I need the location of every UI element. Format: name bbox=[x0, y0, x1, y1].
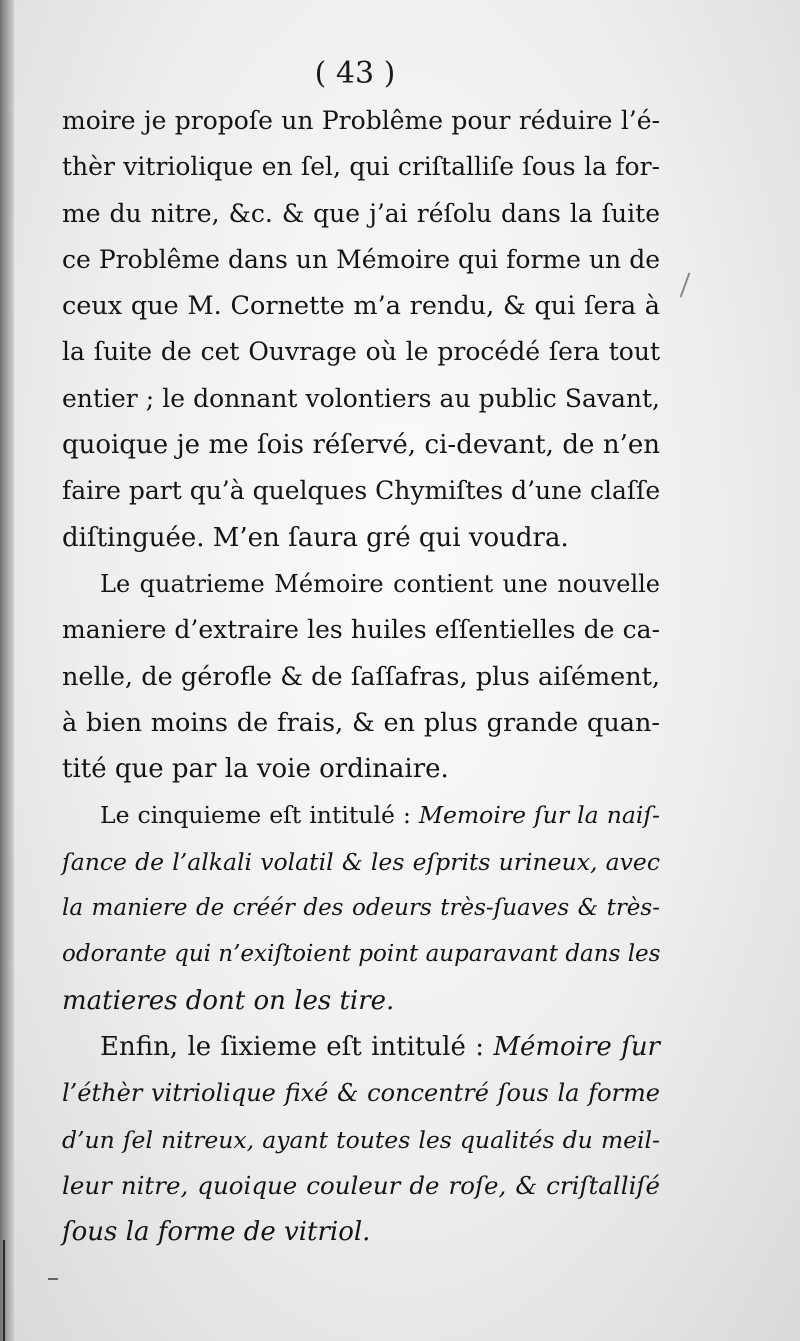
page-spine-shadow bbox=[0, 0, 14, 1341]
text-line bbox=[62, 931, 660, 977]
text-segment: thèr vitriolique en ſel, qui criſtalliſe ſous la for- bbox=[62, 152, 660, 182]
text-segment: la ſuite de cet Ouvrage où le procédé ſera tout bbox=[62, 337, 660, 367]
text-line bbox=[62, 329, 660, 375]
text-segment: faire part qu’à quelques Chymiſtes d’une claſſe bbox=[62, 476, 661, 506]
text-line bbox=[62, 654, 660, 700]
text-line bbox=[62, 1024, 660, 1070]
text-line bbox=[62, 1163, 660, 1209]
text-segment: ceux que M. Cornette m’a rendu, & qui ſera à bbox=[62, 291, 660, 322]
body-text bbox=[62, 98, 660, 1255]
stray-mark bbox=[680, 272, 691, 297]
text-line bbox=[62, 839, 660, 885]
text-line bbox=[62, 376, 660, 422]
text-line bbox=[62, 885, 660, 931]
text-line bbox=[62, 1070, 660, 1116]
italic-text-segment: ſous la forme de vitriol. bbox=[62, 1217, 371, 1248]
italic-text-segment: d’un ſel nitreux, ayant toutes les qualités du meil- bbox=[62, 1125, 660, 1154]
text-line bbox=[62, 1117, 660, 1163]
text-segment: tité que par la voie ordinaire. bbox=[62, 754, 449, 785]
text-segment: moire je propoſe un Problême pour réduire l’é- bbox=[62, 106, 660, 135]
italic-text-segment: l’éthèr vitriolique fixé & concentré ſous la forme bbox=[62, 1079, 660, 1108]
text-line bbox=[62, 98, 660, 144]
text-line bbox=[62, 700, 660, 746]
text-line bbox=[62, 191, 660, 237]
binding-mark bbox=[3, 1240, 5, 1341]
text-line bbox=[62, 1209, 660, 1255]
text-segment: Le quatrieme Mémoire contient une nouvelle bbox=[100, 569, 660, 598]
text-line bbox=[62, 468, 660, 514]
italic-text-segment: Mémoire ſur bbox=[493, 1031, 660, 1062]
page-number: ( 43 ) bbox=[314, 56, 396, 91]
text-segment: nelle, de gérofle & de ſaſſafras, plus aiſément, bbox=[62, 661, 660, 692]
text-line bbox=[62, 978, 660, 1024]
text-segment: ce Problême dans un Mémoire qui forme un de bbox=[62, 244, 660, 274]
text-line bbox=[62, 746, 660, 792]
text-line bbox=[62, 607, 660, 653]
text-segment: Enfin, le ſixieme eſt intitulé : bbox=[100, 1031, 494, 1062]
italic-text-segment: leur nitre, quoique couleur de roſe, & criſtalliſé bbox=[62, 1170, 660, 1200]
italic-text-segment: matieres dont on les tire. bbox=[62, 985, 395, 1016]
text-segment: diſtinguée. M’en ſaura gré qui voudra. bbox=[62, 522, 569, 553]
text-segment: quoique je me ſois réſervé, ci-devant, de n’en bbox=[62, 430, 660, 461]
text-segment: me du nitre, &c. & que j’ai réſolu dans la ſuite bbox=[62, 198, 660, 228]
text-segment: entier ; le donnant volontiers au public Savant, bbox=[62, 383, 660, 413]
italic-text-segment: ſance de l’alkali volatil & les eſprits urineux, avec bbox=[62, 847, 660, 876]
italic-text-segment: Memoire ſur la naiſ- bbox=[418, 801, 660, 830]
text-line bbox=[62, 283, 660, 329]
text-line bbox=[62, 144, 660, 190]
text-line bbox=[62, 237, 660, 283]
italic-text-segment: la maniere de créér des odeurs très-ſuaves & très- bbox=[62, 895, 660, 922]
text-line bbox=[62, 422, 660, 468]
italic-text-segment: odorante qui n’exiſtoient point auparavant dans les bbox=[62, 941, 661, 968]
text-line bbox=[62, 515, 660, 561]
text-segment: maniere d’extraire les huiles eſſentielles de ca- bbox=[62, 615, 660, 645]
text-segment: à bien moins de frais, & en plus grande quan- bbox=[62, 707, 660, 738]
stray-mark bbox=[48, 1278, 58, 1280]
text-segment: Le cinquieme eſt intitulé : bbox=[100, 801, 419, 830]
text-line bbox=[62, 792, 660, 838]
text-line bbox=[62, 561, 660, 607]
